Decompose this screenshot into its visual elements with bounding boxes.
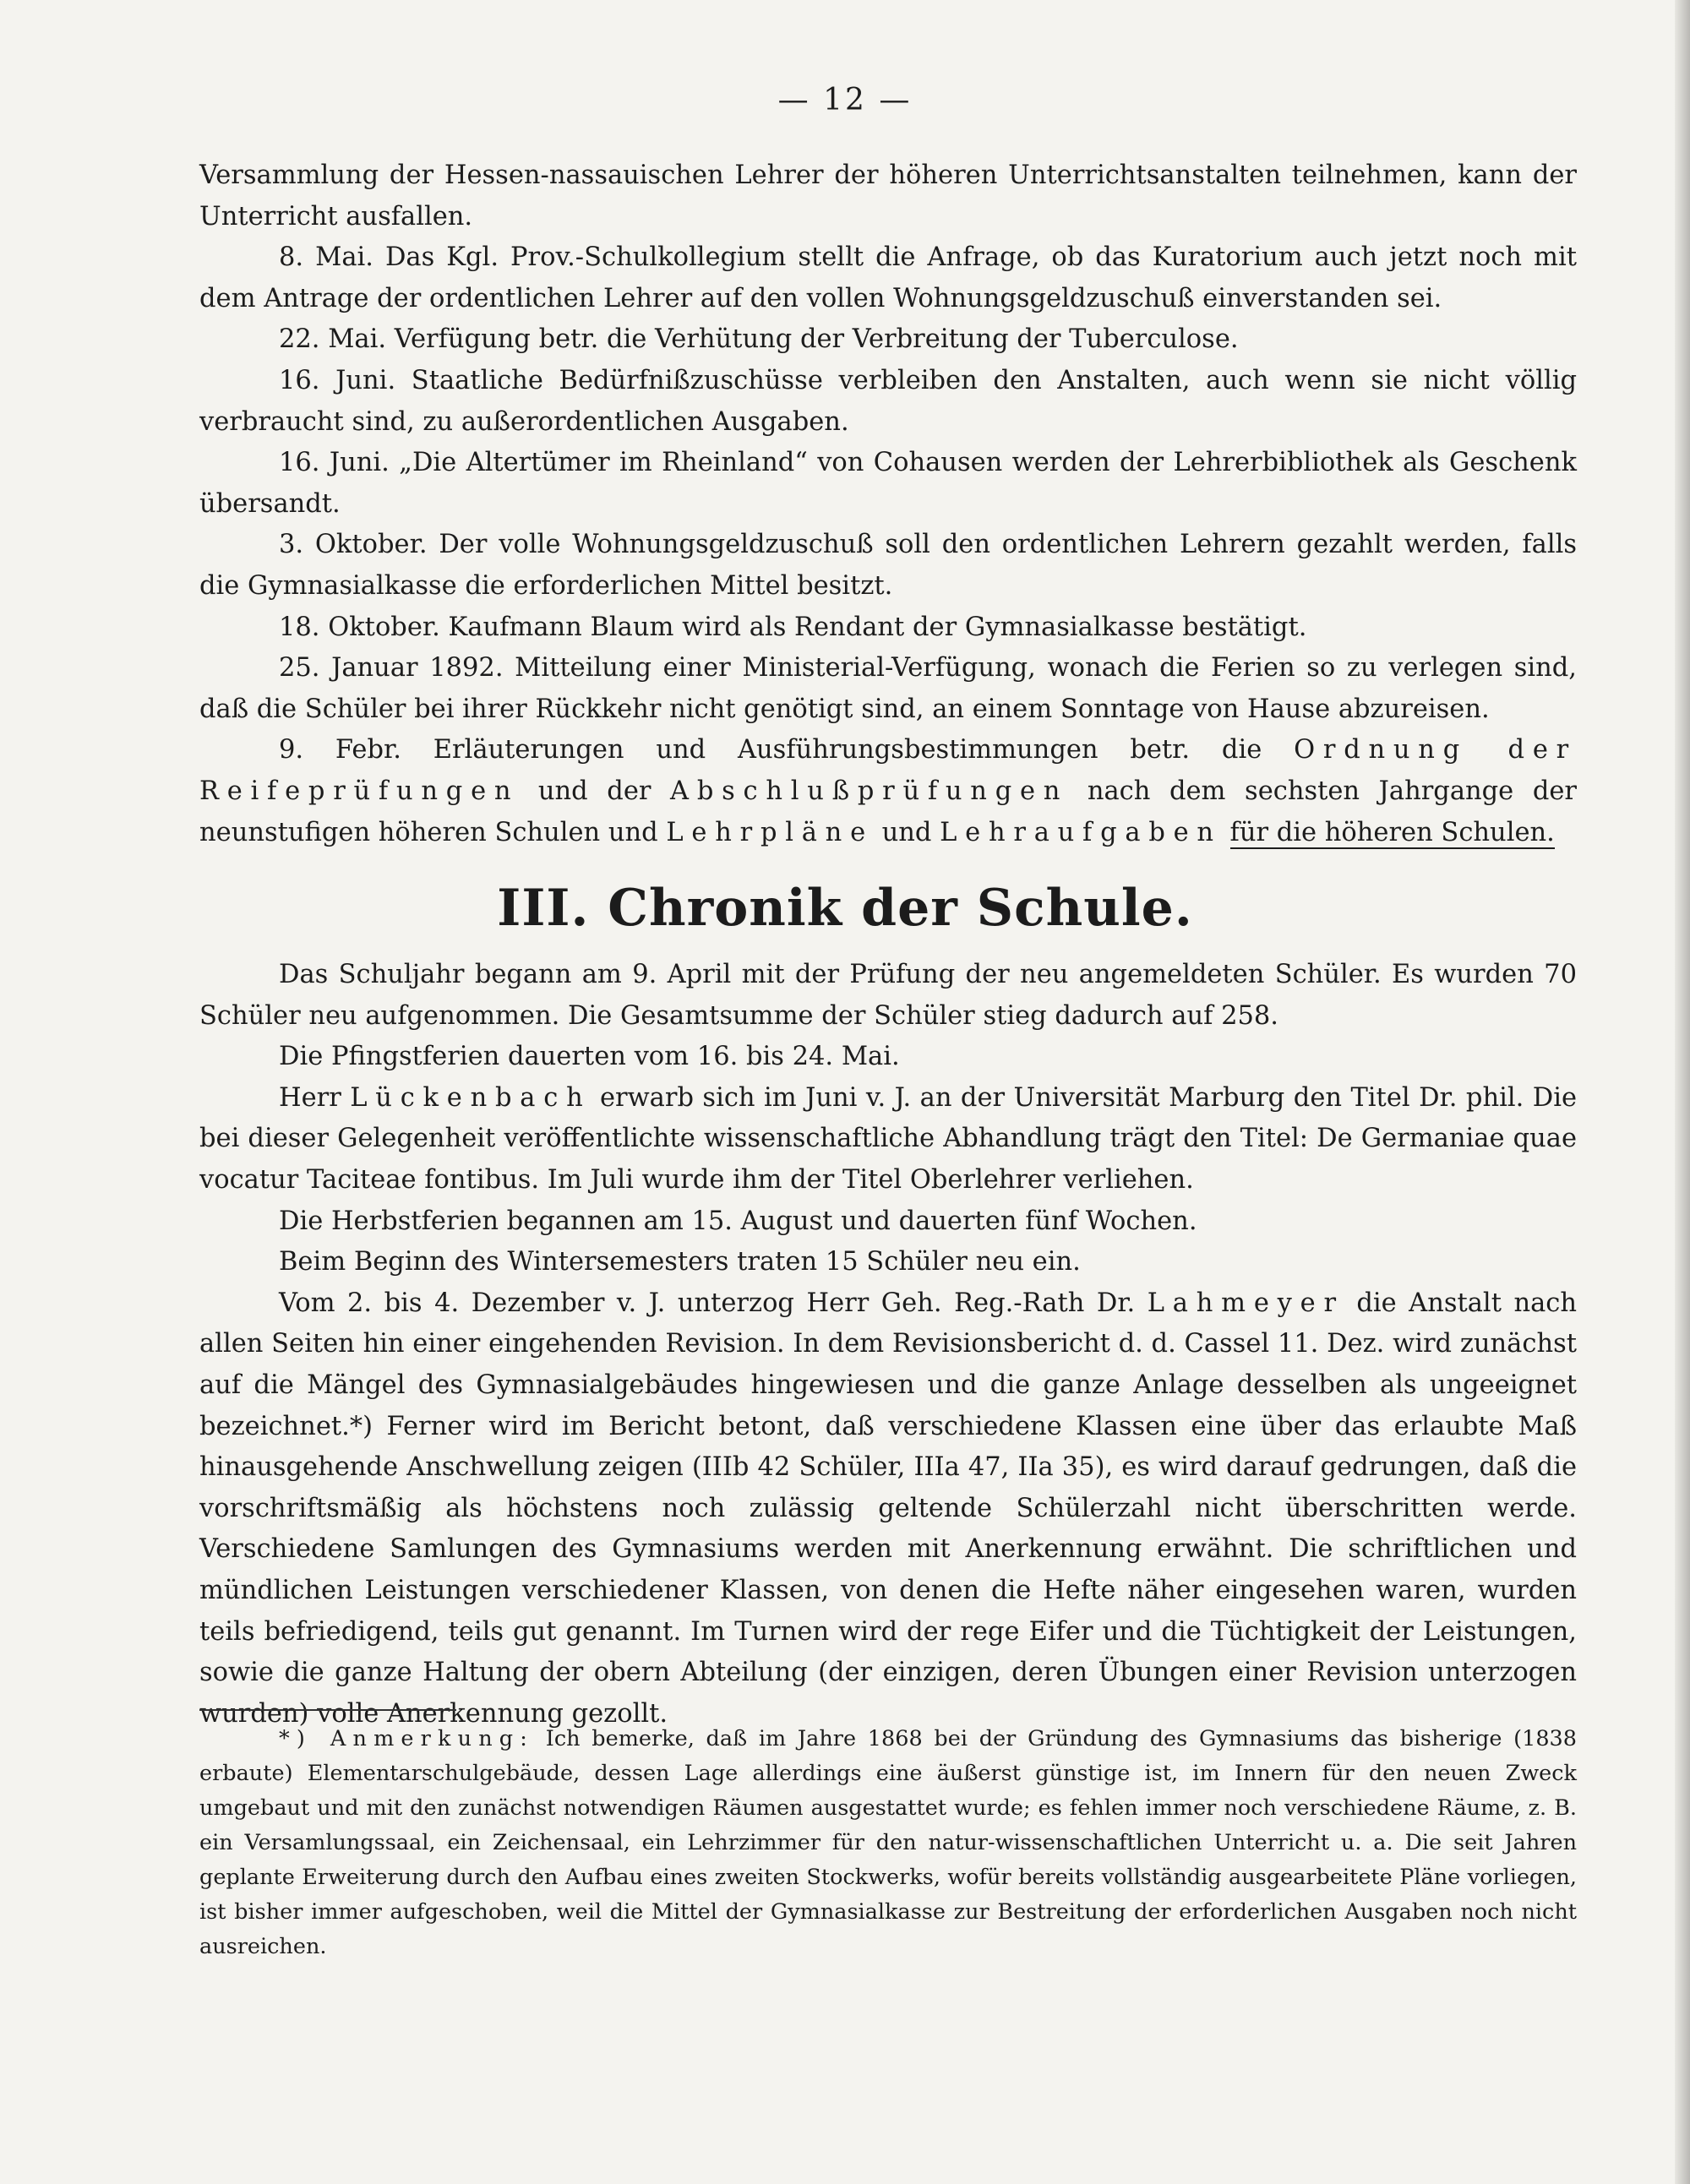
footnote-marker: *) Anmerkung: [279,1726,535,1751]
feb-entry-prefix: 9. Febr. Erläuterungen und Ausführungsbestimmungen betr. die [279,735,1262,765]
page-number: — 12 — [777,83,913,117]
feb-entry-text: und der [537,776,651,806]
revision-text: die Anstalt nach allen Seiten hin einer eingehenden Revision. In dem Revisionsbericht d. d. Cassel 11. Dez. wird zunächst auf die Mängel des Gymnasialgebäudes hingewiesen und die ganze Anlage desselben als ungeeignet bezeichnet.*) Ferner wird im Bericht betont, daß verschiedene Klassen eine über das erlaubte Maß hinausgehende Anschwellung zeigen (IIIb 42 Schüler, IIIa 47, IIa 35), es wird darauf gedrungen, daß die vorschriftsmäßig als höchstens noch zulässig geltende Schülerzahl nicht überschritten werde. Verschiedene Samlungen des Gymnasiums werden mit Anerkennung erwähnt. Die schriftlichen und mündlichen Leistungen verschiedener Klassen, von denen die Hefte näher eingesehen waren, wurden teils befriedigend, teils gut genannt. Im Turnen wird der rege Eifer und die Tüchtigkeit der Leistungen, sowie die ganze Haltung der obern Abteilung (der einzigen, deren Übungen einer Revision unterzogen wurden) volle Anerkennung gezollt. [199,1288,1578,1729]
person-name-luckenbach: Lückenbach [350,1082,592,1113]
luckenbach-pre: Herr [279,1082,341,1113]
continuation-paragraph: Versammlung der Hessen-nassauischen Lehrer der höheren Unterrichtsanstalten teilnehmen, kann der Unterricht ausfallen. [199,161,1577,231]
chronicle-paragraph: Das Schuljahr begann am 9. April mit der Prüfung der neu angemeldeten Schüler. Es wurden 70 Schüler neu aufgenommen. Die Gesamtsumme der Schüler stieg dadurch auf 258. [199,960,1577,1031]
footnote-divider [199,1709,456,1711]
spaced-term-lehraufgaben: Lehraufgaben [940,817,1222,847]
chronicle-text-block [199,955,1577,1735]
footnote [199,1722,1577,1964]
chronicle-paragraph: Beim Beginn des Wintersemesters traten 15 Schüler neu ein. [279,1247,1081,1277]
feb-entry-underlined-text: für die höheren Schulen. [1229,817,1555,847]
section-heading: III. Chronik der Schule. [497,879,1193,938]
luckenbach-text: erwarb sich im Juni v. J. an der Universität Marburg den Titel Dr. phil. Die bei dieser Gelegenheit veröffentlichte wissenschaftliche Abhandlung trägt den Titel: De Germaniae quae vocatur Taciteae fontibus. Im Juli wurde ihm der Titel Oberlehrer verliehen. [199,1082,1578,1195]
entry-paragraph-february [199,730,1577,853]
spaced-term-reifepruefungen: Ordnung der Reifeprüfungen [199,735,1577,806]
chronicle-paragraph-luckenbach [199,1078,1577,1201]
chronicle-paragraph: Die Herbstferien begannen am 15. August und dauerten fünf Wochen. [279,1206,1197,1236]
feb-entry-text: und [881,817,932,847]
entry-paragraph: 8. Mai. Das Kgl. Prov.-Schulkollegium stellt die Anfrage, ob das Kuratorium auch jetzt noch mit dem Antrage der ordentlichen Lehrer auf den vollen Wohnungsgeldzuschuß einverstanden sei. [199,242,1577,313]
spaced-term-lehrplaene: Lehrpläne [666,817,874,847]
entry-paragraph: 22. Mai. Verfügung betr. die Verhütung der Verbreitung der Tuberculose. [279,324,1239,355]
entry-paragraph: 16. Juni. „Die Altertümer im Rheinland“ von Cohausen werden der Lehrerbibliothek als Geschenk übersandt. [199,448,1577,519]
entry-paragraph: 18. Oktober. Kaufmann Blaum wird als Rendant der Gymnasialkasse bestätigt. [279,612,1307,642]
entry-paragraph: 25. Januar 1892. Mitteilung einer Ministerial-Verfügung, wonach die Ferien so zu verlegen sind, daß die Schüler bei ihrer Rückkehr nicht genötigt sind, an einem Sonntage von Hause abzureisen. [199,653,1577,724]
entry-paragraph: 16. Juni. Staatliche Bedürfnißzuschüsse verbleiben den Anstalten, auch wenn sie nicht völlig verbraucht sind, zu außerordentlichen Ausgaben. [199,365,1577,437]
chronicle-paragraph-revision [199,1283,1577,1735]
upper-text-block [199,155,1577,853]
person-name-lahmeyer: Lahmeyer [1147,1288,1344,1318]
chronicle-paragraph: Die Pfingstferien dauerten vom 16. bis 24. Mai. [279,1042,900,1072]
feb-entry-text: nach dem sechsten Jahrgange der neunstufigen höheren Schulen und [199,776,1577,847]
entry-paragraph: 3. Oktober. Der volle Wohnungsgeldzuschuß soll den ordentlichen Lehrern gezahlt werden, falls die Gymnasialkasse die erforderlichen Mittel besitzt. [199,530,1577,601]
spaced-term-abschlusspruefungen: Abschlußprüfungen [670,776,1069,806]
footnote-text: Ich bemerke, daß im Jahre 1868 bei der Gründung des Gymnasiums das bisherige (1838 erbaute) Elementarschulgebäude, dessen Lage allerdings eine äußerst günstige ist, im Innern für den neuen Zweck umgebaut und mit den zunächst notwendigen Räumen ausgestattet wurde; es fehlen immer noch verschiedene Räume, z. B. ein Versamlungssaal, ein Zeichensaal, ein Lehrzimmer für den natur-wissenschaftlichen Unterricht u. a. Die seit Jahren geplante Erweiterung durch den Aufbau eines zweiten Stockwerks, wofür bereits vollständig ausgearbeitete Pläne vorliegen, ist bisher immer aufgeschoben, weil die Mittel der Gymnasialkasse zur Bestreitung der erforderlichen Ausgaben noch nicht ausreichen. [199,1726,1577,1959]
page-binding-edge [1675,0,1690,2184]
revision-pre: Vom 2. bis 4. Dezember v. J. unterzog Herr Geh. Reg.-Rath Dr. [279,1288,1136,1318]
